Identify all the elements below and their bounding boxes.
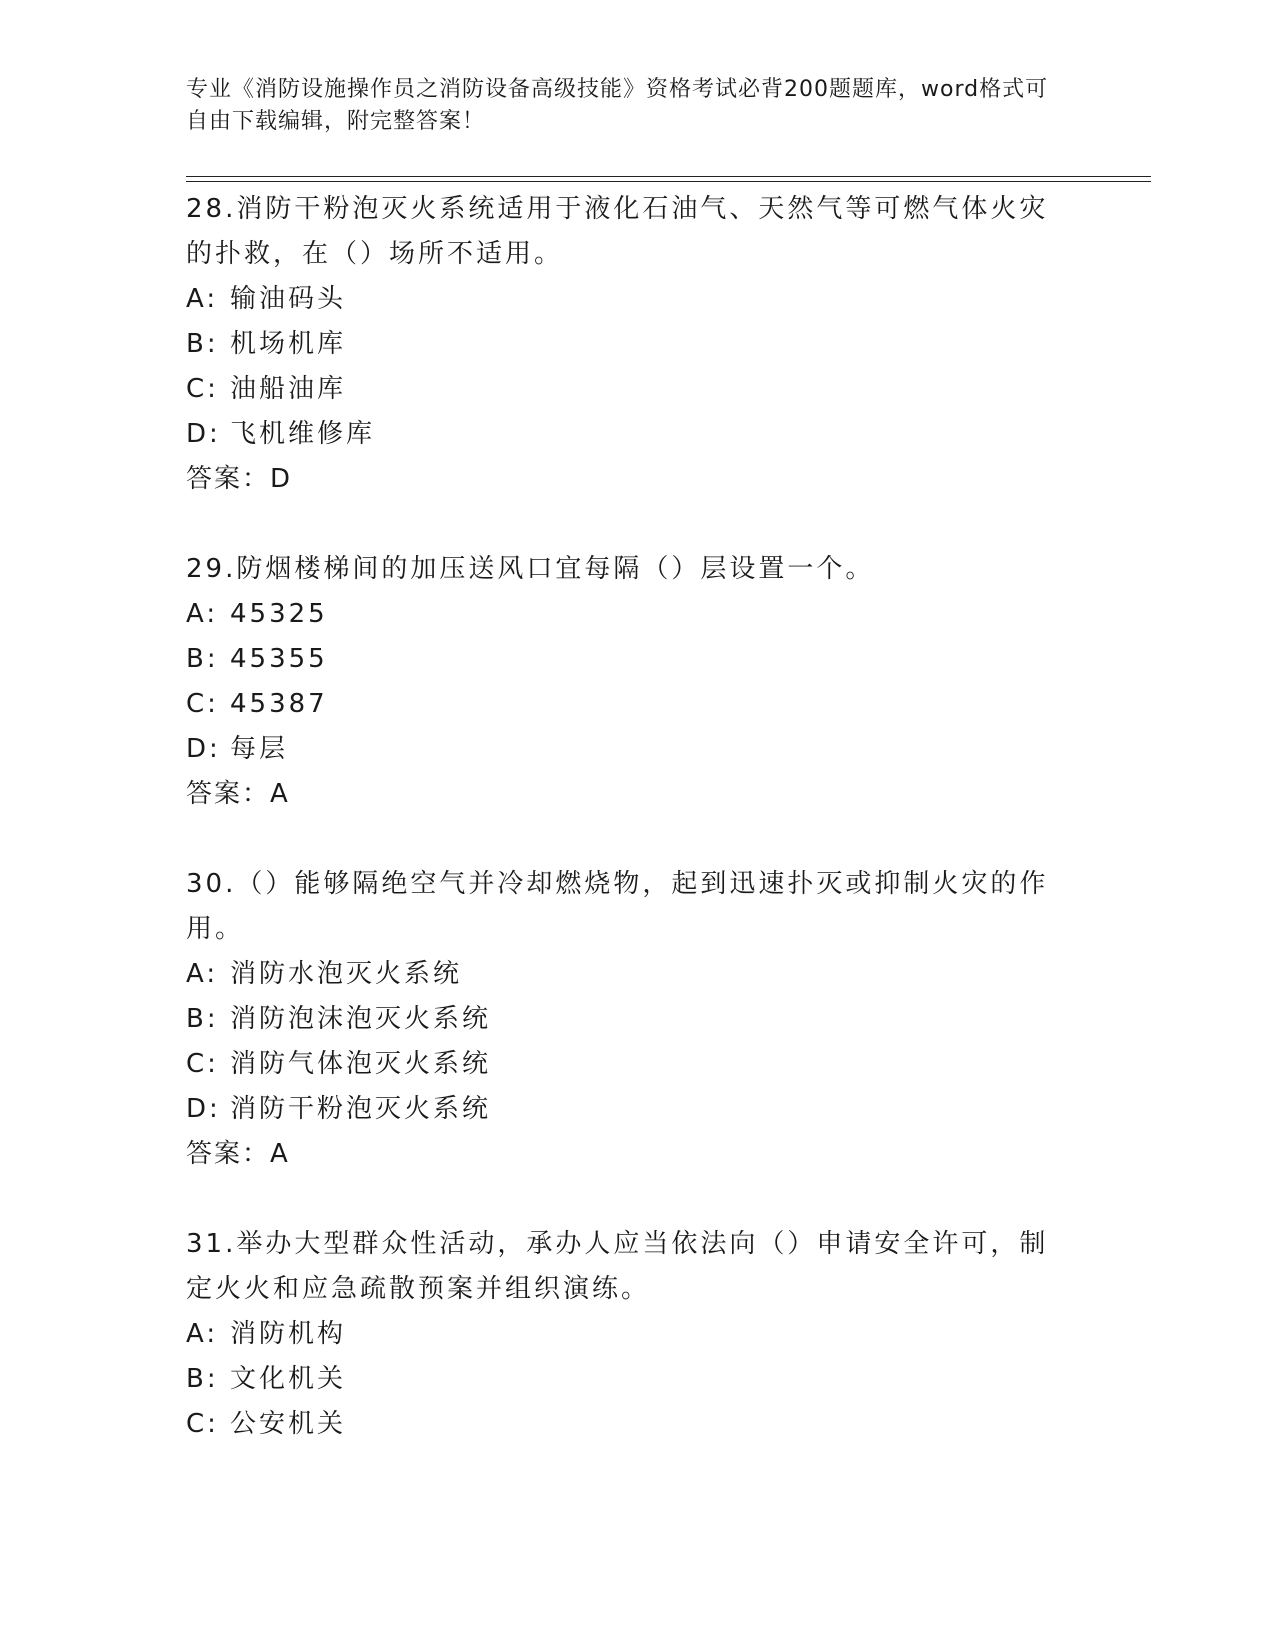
- option-a: [186, 277, 1066, 322]
- option-letter: A:: [186, 959, 219, 989]
- option-d: [186, 412, 1066, 457]
- option-c: [186, 682, 1066, 727]
- option-letter: A:: [186, 1319, 219, 1349]
- option-d: [186, 1087, 1066, 1132]
- option-text: 消防机构: [230, 1319, 347, 1349]
- option-c: [186, 1402, 1066, 1447]
- option-a: [186, 952, 1066, 997]
- option-text: 公安机关: [230, 1409, 347, 1439]
- option-text: 机场机库: [230, 329, 347, 359]
- option-text: 消防气体泡灭火系统: [230, 1049, 492, 1079]
- option-letter: D:: [186, 734, 221, 764]
- option-text: 45325: [230, 599, 328, 629]
- option-a: [186, 592, 1066, 637]
- answer-line: 答案：D: [186, 464, 293, 494]
- option-text: 飞机维修库: [230, 419, 376, 449]
- option-letter: D:: [186, 1094, 221, 1124]
- option-letter: A:: [186, 599, 219, 629]
- option-text: 输油码头: [230, 284, 347, 314]
- option-a: [186, 1312, 1066, 1357]
- option-c: [186, 367, 1066, 412]
- option-letter: B:: [186, 1364, 219, 1394]
- option-letter: C:: [186, 689, 219, 719]
- option-text: 消防干粉泡灭火系统: [230, 1094, 492, 1124]
- option-text: 45387: [230, 689, 328, 719]
- option-b: [186, 322, 1066, 367]
- option-text: 45355: [230, 644, 328, 674]
- page-header: 专业《消防设施操作员之消防设备高级技能》资格考试必背200题题库，word格式可自由下载编辑，附完整答案！: [186, 77, 1049, 134]
- option-text: 每层: [230, 734, 289, 764]
- option-letter: B:: [186, 1004, 219, 1034]
- question-text: 31.举办大型群众性活动，承办人应当依法向（）申请安全许可，制定火火和应急疏散预案并组织演练。: [186, 1229, 1049, 1304]
- option-text: 油船油库: [230, 374, 347, 404]
- answer-line: 答案：A: [186, 1139, 290, 1169]
- question-28: [186, 187, 1066, 502]
- option-letter: D:: [186, 419, 221, 449]
- option-d: [186, 727, 1066, 772]
- option-letter: B:: [186, 329, 219, 359]
- option-letter: C:: [186, 374, 219, 404]
- option-c: [186, 1042, 1066, 1087]
- option-text: 文化机关: [230, 1364, 347, 1394]
- option-text: 消防泡沫泡灭火系统: [230, 1004, 492, 1034]
- question-text: 28.消防干粉泡灭火系统适用于液化石油气、天然气等可燃气体火灾的扑救，在（）场所不适用。: [186, 194, 1049, 269]
- answer-line: 答案：A: [186, 779, 290, 809]
- option-letter: B:: [186, 644, 219, 674]
- option-letter: C:: [186, 1049, 219, 1079]
- question-text: 29.防烟楼梯间的加压送风口宜每隔（）层设置一个。: [186, 554, 875, 584]
- question-list: [186, 187, 1066, 1492]
- option-b: [186, 1357, 1066, 1402]
- option-b: [186, 637, 1066, 682]
- option-letter: C:: [186, 1409, 219, 1439]
- option-text: 消防水泡灭火系统: [230, 959, 463, 989]
- question-29: [186, 547, 1066, 817]
- question-30: [186, 862, 1066, 1177]
- option-b: [186, 997, 1066, 1042]
- header-rule-bottom: [186, 181, 1151, 182]
- header-rule-top: [186, 176, 1151, 177]
- question-text: 30.（）能够隔绝空气并冷却燃烧物，起到迅速扑灭或抑制火灾的作用。: [186, 869, 1049, 944]
- option-letter: A:: [186, 284, 219, 314]
- question-31: [186, 1222, 1066, 1447]
